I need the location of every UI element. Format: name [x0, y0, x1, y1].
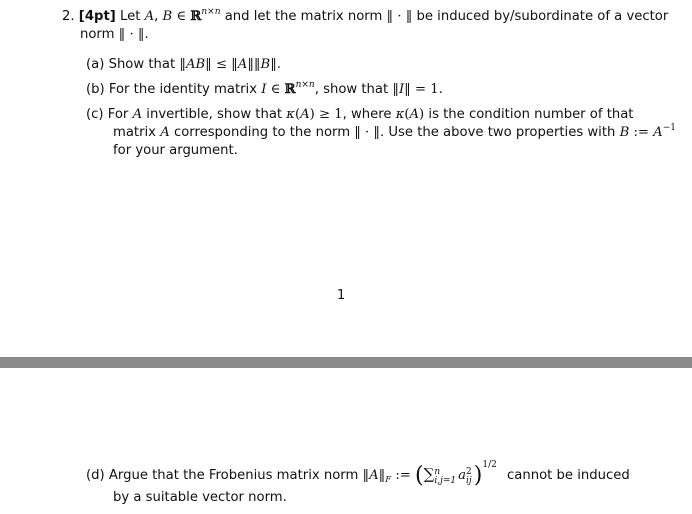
part-d-line2-text: by a suitable vector norm. — [113, 490, 287, 505]
math-A-2: A — [160, 125, 170, 140]
math-kappa-ge-1: κ(A) ≥ 1 — [286, 107, 343, 122]
part-c-label: (c) — [86, 107, 104, 122]
math-identity-norm: ‖I‖ = 1. — [392, 82, 443, 97]
part-c-text-1: For — [107, 107, 129, 122]
math-identity: I ∈ ℝ$^{n\times n}$ — [261, 80, 315, 97]
problem-points: [4pt] — [78, 9, 116, 24]
page-number: 1 — [337, 288, 346, 303]
norm-symbol-3: ‖ · ‖ — [354, 125, 381, 140]
part-b-text-2: , show that — [314, 82, 389, 97]
problem-text-2: and let the matrix norm — [224, 9, 383, 24]
problem-statement-line-1: 2. [4pt] Let A, B ∈ ℝ$^{n\times n}$ and let the matrix norm ‖ · ‖ be induced by/subordinate of a vector — [62, 7, 669, 24]
part-c-text-2: invertible, show that — [146, 107, 283, 122]
part-c-line-1 — [86, 106, 633, 123]
problem-number: 2. — [62, 9, 75, 24]
part-c-line-2 — [113, 124, 676, 141]
part-c-text-4: is the condition number of that — [428, 107, 634, 122]
part-c-line3-text: for your argument. — [113, 143, 238, 158]
norm-symbol-2: ‖ · ‖ — [118, 27, 145, 42]
part-c-line2-text-1: matrix — [113, 125, 156, 140]
part-d-line-2 — [113, 489, 287, 506]
part-d-label: (d) — [86, 468, 105, 483]
part-a — [86, 56, 281, 73]
norm-symbol: ‖ · ‖ — [386, 9, 413, 24]
part-c-line2-text-2: corresponding to the norm — [173, 125, 351, 140]
part-c-line-3 — [113, 142, 238, 159]
part-b-text-1: For the identity matrix — [108, 82, 258, 97]
math-kappa: κ(A) — [395, 107, 425, 122]
math-AB: A — [144, 9, 155, 24]
part-d-text-2: cannot be induced — [507, 468, 630, 483]
part-a-label: (a) — [86, 57, 105, 72]
part-a-text: Show that — [108, 57, 176, 72]
math-in: ∈ ℝ$^{n\times n}$ — [176, 7, 221, 24]
problem-text-3: be induced by/subordinate of a vector — [416, 9, 669, 24]
part-b-label: (b) — [86, 82, 105, 97]
part-c-text-3: , where — [342, 107, 392, 122]
math-A: A — [132, 107, 143, 122]
part-c-line2-text-3: . Use the above two properties with — [380, 125, 616, 140]
math-submultiplicative: ‖AB‖ ≤ ‖A‖‖B‖. — [179, 57, 281, 72]
period: . — [144, 27, 149, 42]
math-frobenius: $‖A‖_F$ := (∑ n i,j=1 a 2 ij )$^{1/2}$ — [362, 460, 497, 488]
problem-text: Let — [119, 9, 141, 24]
math-B: B — [162, 9, 173, 24]
part-d-text-1: Argue that the Frobenius matrix norm — [108, 468, 359, 483]
part-d-line-1 — [86, 460, 630, 488]
page-divider — [0, 357, 692, 368]
problem-statement-line-2 — [80, 26, 149, 43]
math-B-def: B := $A^{-1}$ — [619, 123, 676, 140]
page-2 — [0, 368, 692, 514]
problem-text-4: norm — [80, 27, 115, 42]
part-b — [86, 81, 443, 98]
